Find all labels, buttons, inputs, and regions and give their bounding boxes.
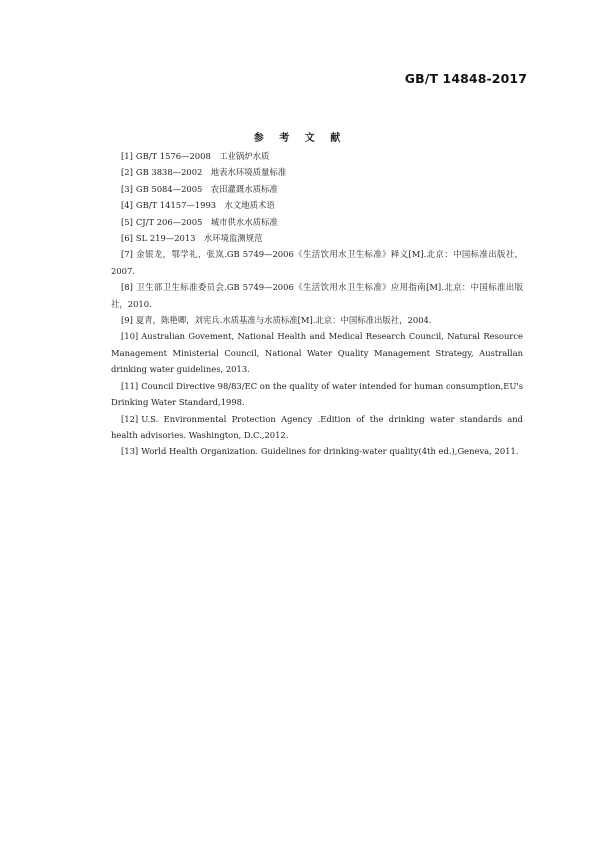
reference-number: [3] [121, 183, 133, 194]
reference-item-13 [111, 443, 523, 459]
reference-text: 金银龙，鄂学礼，张岚.GB 5749—2006《生活饮用水卫生标准》释义[M].北京：中国标准出版社，2007. [111, 249, 523, 276]
reference-text: GB 3838—2002 地表水环境质量标准 [135, 167, 287, 178]
reference-item-1 [111, 148, 523, 164]
reference-item-9 [111, 312, 523, 328]
references-title: 参 考 文 献 [253, 133, 347, 144]
reference-number: [12] [121, 413, 139, 424]
reference-number: [7] [121, 249, 133, 260]
reference-text: GB/T 1576—2008 工业锅炉水质 [135, 151, 270, 161]
reference-number: [2] [121, 167, 133, 178]
reference-item-2 [111, 164, 523, 180]
reference-item-7 [111, 246, 523, 279]
reference-item-10 [111, 328, 523, 377]
reference-number: [13] [121, 446, 139, 457]
reference-number: [4] [121, 200, 133, 211]
reference-number: [10] [121, 331, 139, 342]
reference-number: [5] [121, 216, 133, 227]
reference-item-11 [111, 378, 523, 411]
reference-text: World Health Organization. Guidelines for drinking-water quality(4th ed.),Geneva, 2011. [141, 446, 519, 457]
reference-text: 卫生部卫生标准委员会.GB 5749—2006《生活饮用水卫生标准》应用指南[M].北京：中国标准出版社，2010. [111, 282, 523, 309]
reference-text: 夏青，陈艳卿，刘宪兵.水质基准与水质标准[M].北京：中国标准出版社，2004. [135, 315, 432, 326]
reference-text: U.S. Environmental Protection Agency .Edition of the drinking water standards and health advisories. Washington, D.C.,2012. [111, 413, 523, 440]
standard-code: GB/T 14848-2017 [404, 71, 527, 86]
reference-text: Council Directive 98/83/EC on the quality of water intended for human consumption,EU's Drinking Water Standard,1998. [111, 380, 523, 408]
reference-number: [6] [121, 233, 133, 244]
reference-number: [8] [121, 282, 133, 293]
reference-text: Australian Govement, National Health and Medical Research Council, Natural Resource Management Ministerial Council, National Water Quality Management Strategy, Australlan drinking water guidelines, 2013. [111, 331, 523, 375]
reference-item-4 [111, 197, 523, 213]
reference-item-6 [111, 230, 523, 246]
reference-item-5 [111, 214, 523, 230]
reference-number: [11] [121, 380, 139, 391]
reference-list [111, 148, 523, 460]
reference-item-3 [111, 181, 523, 197]
reference-text: GB 5084—2005 农田灌溉水质标准 [135, 183, 278, 194]
reference-text: GB/T 14157—1993 水文地质术语 [135, 200, 275, 211]
reference-number: [1] [121, 151, 133, 161]
reference-text: CJ/T 206—2005 城市供水水质标准 [135, 216, 278, 227]
reference-text: SL 219—2013 水环境监测规范 [135, 233, 263, 244]
reference-item-8 [111, 279, 523, 312]
reference-item-12 [111, 411, 523, 444]
reference-number: [9] [121, 315, 133, 326]
